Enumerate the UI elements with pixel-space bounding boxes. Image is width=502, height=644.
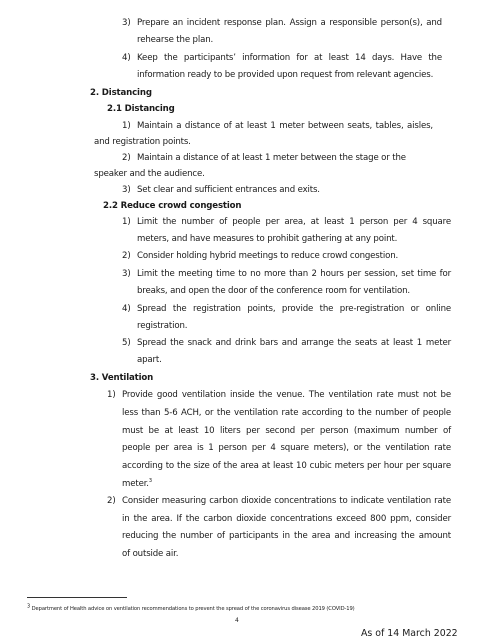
list-item-text: less than 5-6 ACH, or the ventilation rate according to the number of people xyxy=(122,408,451,418)
list-item-text: Prepare an incident response plan. Assign a responsible person(s), and xyxy=(137,18,442,28)
list-number: 2) xyxy=(122,153,131,163)
list-item-text: Spread the snack and drink bars and arrange the seats at least 1 meter xyxy=(137,338,451,348)
list-item-text: Limit the meeting time to no more than 2 hours per session, set time for xyxy=(137,269,451,279)
as-of-date: As of 14 March 2022 xyxy=(361,628,458,639)
list-item-text: breaks, and open the door of the conference room for ventilation. xyxy=(137,286,411,296)
list-number: 3) xyxy=(122,18,131,28)
list-item-text: Consider measuring carbon dioxide concentrations to indicate ventilation rate xyxy=(122,496,451,506)
list-number: 1) xyxy=(122,217,131,227)
list-item-text: people per area is 1 person per 4 square meters), or the ventilation rate xyxy=(122,443,451,453)
list-item-text: Set clear and sufficient entrances and exits. xyxy=(137,185,320,195)
page-number: 4 xyxy=(235,617,239,624)
section-heading: 2. Distancing xyxy=(90,88,152,98)
list-item-text: Provide good ventilation inside the venue. The ventilation rate must not be xyxy=(122,390,451,400)
list-item-text: rehearse the plan. xyxy=(137,35,214,45)
list-item-text: Consider holding hybrid meetings to reduce crowd congestion. xyxy=(137,251,399,261)
list-number: 4) xyxy=(122,53,131,63)
list-item-text: meters, and have measures to prohibit gathering at any point. xyxy=(137,234,398,244)
list-item-text: Maintain a distance of at least 1 meter between the stage or the xyxy=(137,153,406,163)
list-item-text: information ready to be provided upon request from relevant agencies. xyxy=(137,70,434,80)
footnote-text: Department of Health advice on ventilation recommendations to prevent the spread of the coronavirus disease 2019 (COVID-19) xyxy=(31,606,355,612)
list-item-text: of outside air. xyxy=(122,549,179,559)
list-number: 2) xyxy=(107,496,116,506)
footnote-reference[interactable]: 3 xyxy=(148,478,152,485)
list-item-text: reducing the number of participants in the area and increasing the amount xyxy=(122,531,451,541)
list-number: 1) xyxy=(122,121,131,131)
list-item-text: apart. xyxy=(137,355,162,365)
list-number: 3) xyxy=(122,185,131,195)
list-number: 4) xyxy=(122,304,131,314)
list-item-text: Limit the number of people per area, at least 1 person per 4 square xyxy=(137,217,451,227)
list-item-text: and registration points. xyxy=(94,137,191,147)
footnote xyxy=(27,603,355,615)
list-number: 2) xyxy=(122,251,131,261)
subsection-heading: 2.1 Distancing xyxy=(107,104,175,114)
list-item-text: Maintain a distance of at least 1 meter between seats, tables, aisles, xyxy=(137,121,433,131)
footnote-marker: 3 xyxy=(27,603,31,610)
list-item-text: must be at least 10 liters per second per person (maximum number of xyxy=(122,426,451,436)
section-heading: 3. Ventilation xyxy=(90,373,154,383)
list-number: 1) xyxy=(107,390,116,400)
subsection-heading: 2.2 Reduce crowd congestion xyxy=(103,201,242,211)
footnote-divider xyxy=(27,597,127,598)
list-item-text: registration. xyxy=(137,321,188,331)
list-item-text: in the area. If the carbon dioxide concentrations exceed 800 ppm, consider xyxy=(122,514,451,524)
list-number: 5) xyxy=(122,338,131,348)
list-item-text: according to the size of the area at least 10 cubic meters per hour per square xyxy=(122,461,451,471)
list-item-text: meter. xyxy=(122,479,149,489)
list-number: 3) xyxy=(122,269,131,279)
list-item-text: speaker and the audience. xyxy=(94,169,205,179)
list-item-text: Keep the participants’ information for at least 14 days. Have the xyxy=(137,53,442,63)
list-item-text: Spread the registration points, provide the pre-registration or online xyxy=(137,304,451,314)
